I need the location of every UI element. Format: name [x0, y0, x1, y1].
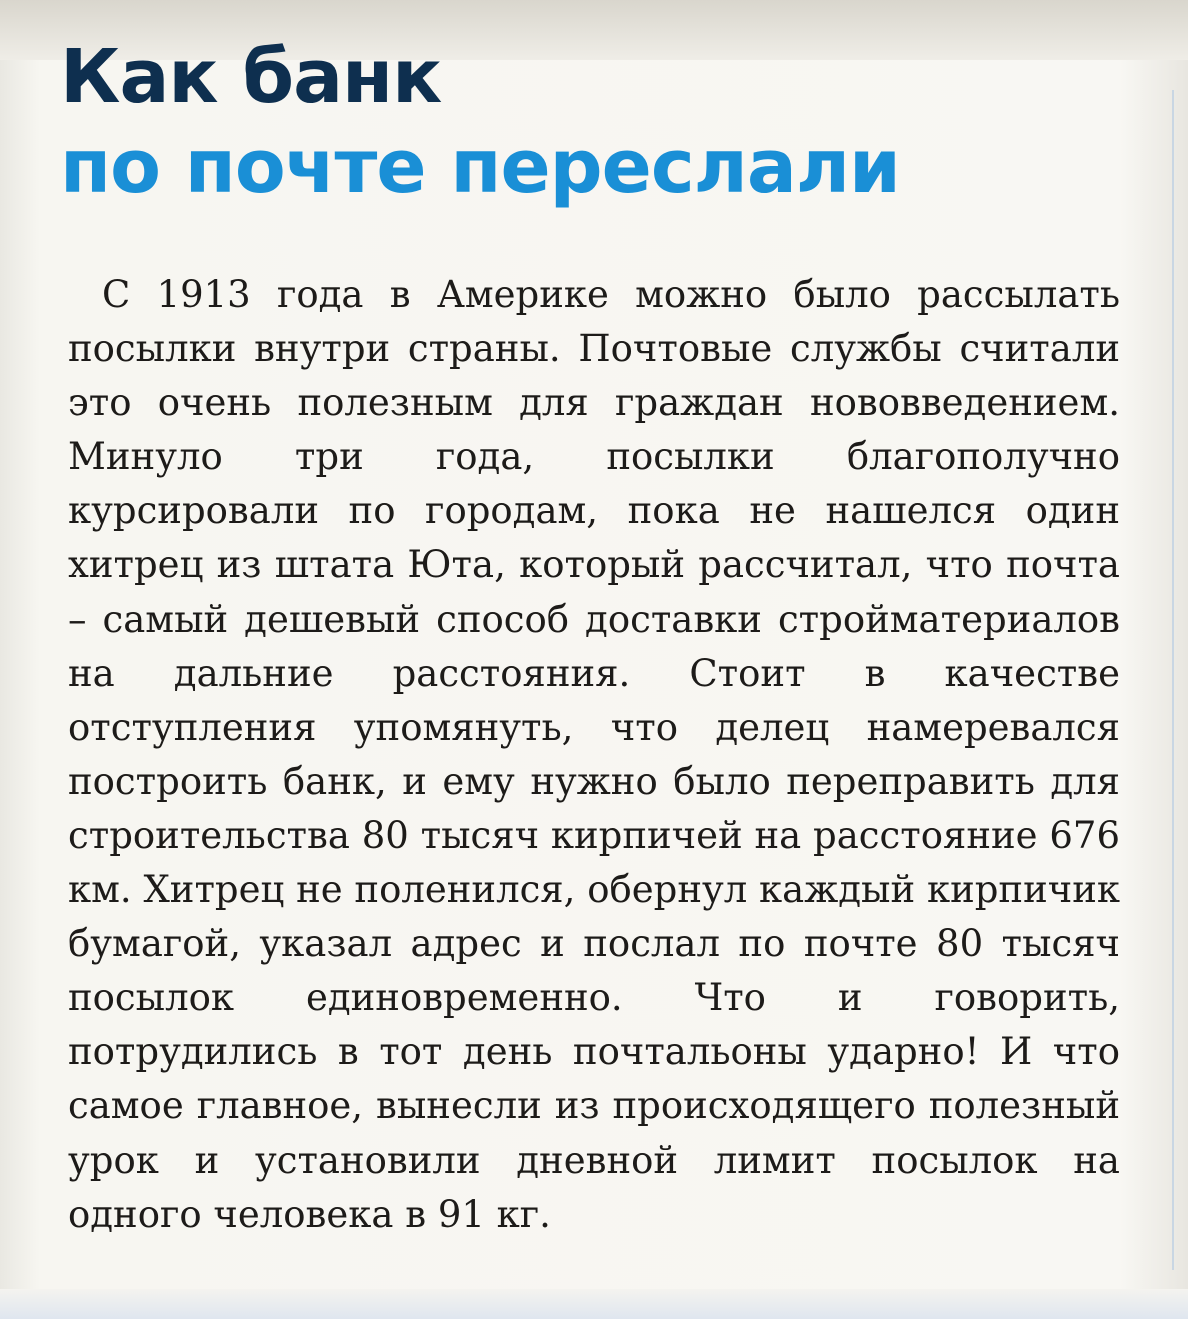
article-body: С 1913 года в Америке можно было рассылать посылки внутри страны. Почтовые службы считали это очень полезным для граждан нововведением. Минуло три года, посылки благополучно курсировали по городам, пока не нашелся один хитрец из штата Юта, который рассчитал, что почта – самый дешевый способ доставки стройматериалов на дальние расстояния. Стоит в качестве отступления упомянуть, что делец намеревался построить банк, и ему нужно было переправить для строительства 80 тысяч кирпичей на расстояние 676 км. Хитрец не поленился, обернул каждый кирпичик бумагой, указал адрес и послал по почте 80 тысяч посылок единовременно. Что и говорить, потрудились в тот день почтальоны ударно! И что самое главное, вынесли из происходящего полезный урок и установили дневной лимит посылок на одного человека в 91 кг. [68, 273, 1120, 1236]
headline [60, 34, 900, 210]
headline-line-1: Как банк [60, 34, 442, 120]
column-divider [1172, 90, 1174, 1270]
headline-line-2: по почте переслали [60, 124, 900, 210]
bottom-edge [0, 1289, 1188, 1319]
